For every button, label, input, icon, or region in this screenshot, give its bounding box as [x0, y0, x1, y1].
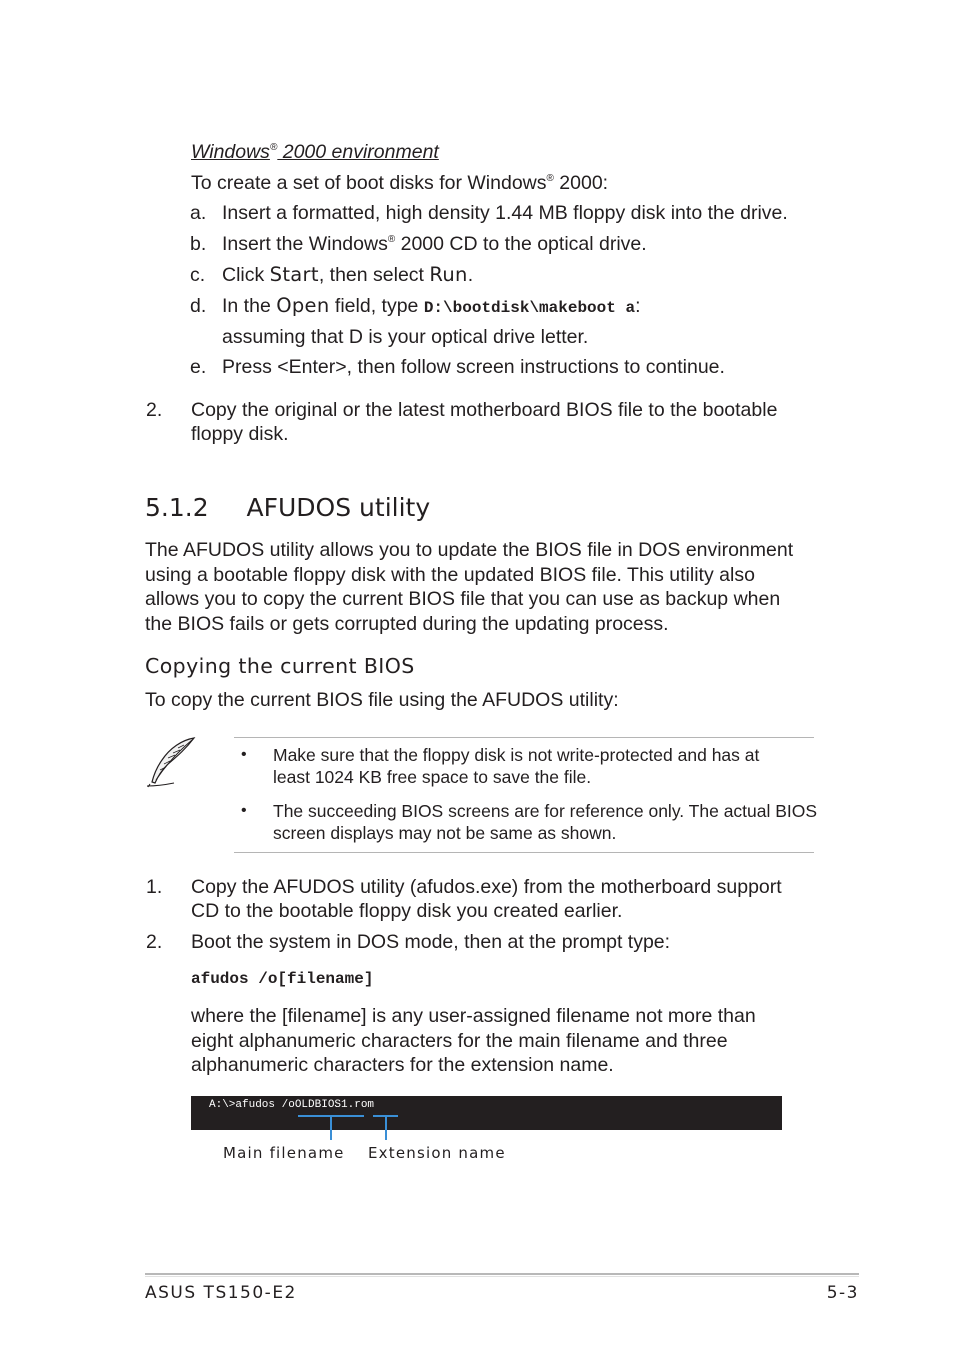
terminal-command-line: A:\>afudos /oOLDBIOS1.rom: [209, 1099, 375, 1111]
section-heading: [145, 493, 430, 522]
note-line: screen displays may not be same as shown.: [273, 823, 617, 843]
registered-mark: ®: [269, 142, 278, 153]
paragraph-line: the BIOS fails or gets corrupted during the updating process.: [145, 612, 669, 635]
note-line: Make sure that the floppy disk is not write-protected and has at: [273, 745, 760, 765]
step-text: Press <Enter>, then follow screen instructions to continue.: [222, 356, 725, 378]
afudos-command: afudos /o[filename]: [191, 970, 374, 988]
bullet-dot: •: [241, 802, 247, 819]
registered-mark: ®: [387, 234, 396, 245]
step-text-line2: assuming that D is your optical drive letter.: [222, 326, 589, 348]
win2000-heading-windows: Windows: [191, 141, 270, 163]
win2000-heading-rest: 2000 environment: [277, 141, 439, 163]
explanation-line: eight alphanumeric characters for the main filename and three: [191, 1029, 728, 1052]
win2000-intro-text: To create a set of boot disks for Windows: [191, 172, 547, 194]
main-filename-caption: Main filename: [223, 1144, 345, 1162]
step-number: 1.: [146, 876, 163, 898]
bullet-dot: •: [241, 746, 247, 763]
footer-rule-shadow: [145, 1276, 859, 1277]
section-paragraph: [145, 538, 825, 636]
section-number: 5.1.2: [145, 493, 209, 522]
note-top-rule: [234, 737, 814, 738]
step-text: Insert a formatted, high density 1.44 MB floppy disk into the drive.: [222, 202, 788, 224]
paragraph-line: The AFUDOS utility allows you to update the BIOS file in DOS environment: [145, 539, 794, 561]
step-label: c.: [190, 264, 206, 286]
step-number: 2.: [146, 931, 163, 953]
filename-explanation: [191, 1004, 756, 1078]
note-line: least 1024 KB free space to save the file.: [273, 767, 592, 787]
step-text-a: Insert the Windows: [222, 233, 388, 255]
subsection-intro: To copy the current BIOS file using the AFUDOS utility:: [145, 689, 619, 711]
explanation-line: where the [filename] is any user-assigned filename not more than: [191, 1005, 756, 1027]
win2000-heading: [191, 140, 439, 165]
callout-main-leader: [330, 1116, 332, 1140]
step-label: d.: [190, 295, 207, 317]
step-text-a: In the: [222, 295, 277, 317]
step-text-b: 2000 CD to the optical drive.: [395, 233, 647, 255]
paragraph-line: allows you to copy the current BIOS file that you can use as backup when: [145, 588, 781, 610]
step-line1: Copy the AFUDOS utility (afudos.exe) from the motherboard support: [191, 876, 782, 898]
step-line1: Copy the original or the latest motherboard BIOS file to the bootable: [191, 399, 778, 421]
paragraph-line: using a bootable floppy disk with the updated BIOS file. This utility also: [145, 563, 755, 586]
feather-pen-icon: [144, 734, 200, 790]
subsection-title: Copying the current BIOS: [145, 654, 415, 678]
win2000-intro-end: 2000:: [553, 172, 609, 194]
note-bullet-2: [273, 800, 818, 844]
note-bottom-rule: [234, 852, 814, 853]
start-menu-term: Start: [269, 263, 319, 286]
step-line2: floppy disk.: [191, 423, 289, 445]
step-line2: CD to the bootable floppy disk you created earlier.: [191, 900, 623, 922]
step-text-c: :: [635, 295, 641, 317]
makeboot-command: D:\bootdisk\makeboot a: [423, 299, 636, 317]
step-text: [222, 294, 640, 321]
step-text-b: , then select: [318, 264, 430, 286]
section-title: AFUDOS utility: [246, 493, 431, 522]
step-line1: Boot the system in DOS mode, then at the prompt type:: [191, 931, 671, 953]
step-text-c: .: [467, 264, 474, 286]
note-bullet-1: [273, 744, 818, 788]
step-text: [222, 232, 647, 257]
dos-terminal: [191, 1096, 782, 1130]
extension-name-caption: Extension name: [368, 1144, 506, 1162]
note-line: The succeeding BIOS screens are for reference only. The actual BIOS: [273, 801, 818, 821]
footer-product: ASUS TS150-E2: [145, 1283, 297, 1303]
run-command-term: Run: [429, 263, 468, 286]
win2000-intro: [191, 171, 608, 196]
registered-mark: ®: [546, 173, 554, 184]
step-text-a: Click: [222, 264, 270, 286]
step-label: b.: [190, 233, 207, 255]
footer-page-number: 5-3: [826, 1283, 859, 1303]
step-number: 2.: [146, 399, 163, 421]
footer-rule: [145, 1273, 859, 1275]
open-field-term: Open: [276, 294, 330, 317]
step-label: a.: [190, 202, 207, 224]
step-text: [222, 263, 473, 288]
explanation-line: alphanumeric characters for the extension name.: [191, 1054, 614, 1076]
step-label: e.: [190, 356, 207, 378]
callout-ext-leader: [385, 1116, 387, 1140]
step-text-b: field, type: [329, 295, 424, 317]
